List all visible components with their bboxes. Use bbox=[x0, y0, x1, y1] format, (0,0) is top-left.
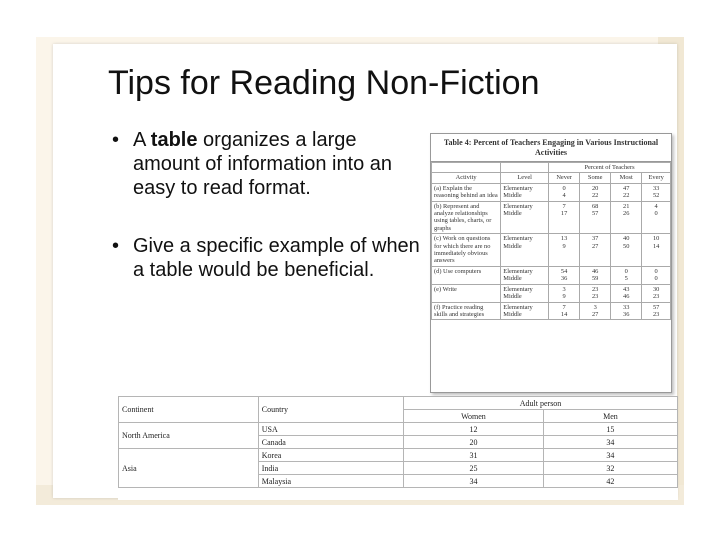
most-value: 43 bbox=[623, 285, 630, 293]
most-value: 50 bbox=[623, 242, 630, 250]
column-header: Country bbox=[258, 397, 403, 423]
never-value: 9 bbox=[562, 293, 566, 301]
column-header: Activity bbox=[432, 173, 501, 183]
most-value: 33 bbox=[623, 303, 630, 311]
women-cell: 20 bbox=[404, 436, 544, 449]
column-header: Level bbox=[501, 173, 549, 183]
some-value: 37 bbox=[591, 235, 599, 243]
levels-cell bbox=[501, 183, 549, 201]
adult-person-table bbox=[118, 396, 678, 488]
most-value: 0 bbox=[624, 267, 628, 275]
levels-value: Elementary bbox=[503, 184, 533, 192]
table-row bbox=[432, 201, 671, 234]
never-value: 7 bbox=[562, 202, 566, 210]
teacher-activity-table-image bbox=[430, 133, 672, 393]
levels-value: Elementary bbox=[503, 285, 533, 293]
levels-value: Middle bbox=[503, 275, 522, 283]
never-value: 0 bbox=[562, 184, 566, 192]
some-value: 27 bbox=[591, 242, 599, 250]
most-cell bbox=[611, 183, 642, 201]
most-value: 47 bbox=[623, 184, 630, 192]
never-cell bbox=[549, 201, 580, 234]
levels-value: Middle bbox=[503, 192, 522, 200]
never-value: 17 bbox=[560, 210, 568, 218]
levels-cell bbox=[501, 201, 549, 234]
levels-value: Middle bbox=[503, 242, 522, 250]
some-value: 57 bbox=[591, 210, 599, 218]
never-value: 36 bbox=[560, 275, 568, 283]
most-value: 21 bbox=[623, 202, 630, 210]
most-cell bbox=[611, 284, 642, 302]
table-header-row bbox=[432, 163, 671, 173]
table-header-row bbox=[119, 397, 678, 410]
most-value: 5 bbox=[624, 275, 628, 283]
never-cell bbox=[549, 266, 580, 284]
table-row bbox=[119, 449, 678, 462]
most-value: 40 bbox=[623, 235, 630, 243]
never-cell bbox=[549, 183, 580, 201]
some-cell bbox=[580, 302, 611, 320]
bullet-text-post: organizes a large amount of information into an easy to read format. bbox=[133, 129, 393, 199]
activity-cell: (f) Practice reading skills and strategies bbox=[432, 302, 501, 320]
never-cell bbox=[549, 284, 580, 302]
every-cell bbox=[642, 284, 671, 302]
column-header: Women bbox=[404, 410, 544, 423]
table-row bbox=[432, 183, 671, 201]
levels-cell bbox=[501, 234, 549, 267]
activity-cell: (c) Work on questions for which there are no immediately obvious answers bbox=[432, 234, 501, 267]
bullet-text-pre: A bbox=[133, 129, 151, 151]
table-row bbox=[432, 284, 671, 302]
country-cell: India bbox=[258, 462, 403, 475]
column-header: Never bbox=[549, 173, 580, 183]
some-cell bbox=[580, 183, 611, 201]
most-value: 26 bbox=[623, 210, 630, 218]
some-value: 23 bbox=[591, 285, 599, 293]
most-cell bbox=[611, 234, 642, 267]
never-cell bbox=[549, 302, 580, 320]
column-header: Continent bbox=[119, 397, 259, 423]
some-value: 3 bbox=[593, 303, 597, 311]
activity-cell: (a) Explain the reasoning behind an idea bbox=[432, 183, 501, 201]
levels-value: Elementary bbox=[503, 202, 533, 210]
men-cell: 34 bbox=[543, 449, 677, 462]
every-value: 0 bbox=[654, 275, 658, 283]
group-header: Percent of Teachers bbox=[549, 163, 671, 173]
men-cell: 15 bbox=[543, 423, 677, 436]
every-value: 57 bbox=[652, 303, 660, 311]
women-cell: 12 bbox=[404, 423, 544, 436]
every-cell bbox=[642, 302, 671, 320]
most-cell bbox=[611, 266, 642, 284]
every-cell bbox=[642, 201, 671, 234]
men-cell: 32 bbox=[543, 462, 677, 475]
levels-value: Middle bbox=[503, 293, 522, 301]
slide-title: Tips for Reading Non-Fiction bbox=[108, 64, 540, 102]
every-value: 0 bbox=[654, 267, 658, 275]
women-cell: 25 bbox=[404, 462, 544, 475]
activity-cell: (b) Represent and analyze relationships using tables, charts, or graphs bbox=[432, 201, 501, 234]
bullet-list bbox=[108, 128, 428, 316]
table-row bbox=[432, 266, 671, 284]
column-header: Men bbox=[543, 410, 677, 423]
never-value: 9 bbox=[562, 242, 566, 250]
most-cell bbox=[611, 302, 642, 320]
never-value: 7 bbox=[562, 303, 566, 311]
every-cell bbox=[642, 266, 671, 284]
every-cell bbox=[642, 183, 671, 201]
most-value: 36 bbox=[623, 310, 630, 318]
table-caption: Table 4: Percent of Teachers Engaging in Various Instructional Activities bbox=[431, 134, 671, 162]
levels-value: Middle bbox=[503, 210, 522, 218]
bullet-dot: • bbox=[112, 129, 120, 151]
bullet-dot: • bbox=[112, 235, 120, 257]
every-value: 33 bbox=[652, 184, 660, 192]
continent-cell: Asia bbox=[119, 449, 259, 488]
bullet-item bbox=[108, 128, 428, 200]
never-value: 14 bbox=[560, 310, 568, 318]
column-header: Most bbox=[611, 173, 642, 183]
bullet-text-bold: table bbox=[150, 129, 198, 151]
levels-value: Elementary bbox=[503, 235, 533, 243]
levels-cell bbox=[501, 302, 549, 320]
column-header: Every bbox=[642, 173, 671, 183]
every-value: 23 bbox=[652, 293, 660, 301]
every-cell bbox=[642, 234, 671, 267]
column-header: Adult person bbox=[404, 397, 678, 410]
teacher-activity-table bbox=[431, 162, 671, 320]
bullet-item bbox=[108, 234, 428, 282]
levels-value: Elementary bbox=[503, 303, 533, 311]
bullet-text-pre: Give a specific example of when a table would be beneficial. bbox=[133, 235, 420, 281]
some-cell bbox=[580, 234, 611, 267]
every-value: 10 bbox=[652, 235, 660, 243]
table-row bbox=[432, 302, 671, 320]
some-cell bbox=[580, 201, 611, 234]
activity-cell: (d) Use computers bbox=[432, 266, 501, 284]
table-row bbox=[119, 423, 678, 436]
women-cell: 31 bbox=[404, 449, 544, 462]
every-value: 30 bbox=[652, 285, 660, 293]
every-value: 23 bbox=[652, 310, 660, 318]
every-value: 4 bbox=[654, 202, 658, 210]
men-cell: 42 bbox=[543, 475, 677, 488]
levels-value: Elementary bbox=[503, 267, 533, 275]
some-value: 22 bbox=[591, 192, 599, 200]
every-value: 0 bbox=[654, 210, 658, 218]
some-value: 27 bbox=[591, 310, 599, 318]
country-cell: Malaysia bbox=[258, 475, 403, 488]
country-cell: Canada bbox=[258, 436, 403, 449]
some-value: 23 bbox=[591, 293, 599, 301]
never-cell bbox=[549, 234, 580, 267]
some-value: 46 bbox=[591, 267, 599, 275]
activity-cell: (e) Write bbox=[432, 284, 501, 302]
some-cell bbox=[580, 284, 611, 302]
country-cell: Korea bbox=[258, 449, 403, 462]
levels-cell bbox=[501, 266, 549, 284]
never-value: 54 bbox=[560, 267, 568, 275]
most-value: 46 bbox=[623, 293, 630, 301]
some-value: 68 bbox=[591, 202, 599, 210]
never-value: 3 bbox=[562, 285, 566, 293]
men-cell: 34 bbox=[543, 436, 677, 449]
some-value: 20 bbox=[591, 184, 599, 192]
levels-cell bbox=[501, 284, 549, 302]
table-row bbox=[432, 234, 671, 267]
most-cell bbox=[611, 201, 642, 234]
never-value: 13 bbox=[560, 235, 568, 243]
women-cell: 34 bbox=[404, 475, 544, 488]
every-value: 14 bbox=[652, 242, 660, 250]
every-value: 52 bbox=[652, 192, 660, 200]
column-header: Some bbox=[580, 173, 611, 183]
some-cell bbox=[580, 266, 611, 284]
country-cell: USA bbox=[258, 423, 403, 436]
adult-person-table-image bbox=[118, 396, 678, 500]
most-value: 22 bbox=[623, 192, 630, 200]
some-value: 59 bbox=[591, 275, 599, 283]
levels-value: Middle bbox=[503, 310, 522, 318]
table-header-row bbox=[432, 173, 671, 183]
never-value: 4 bbox=[562, 192, 566, 200]
continent-cell: North America bbox=[119, 423, 259, 449]
